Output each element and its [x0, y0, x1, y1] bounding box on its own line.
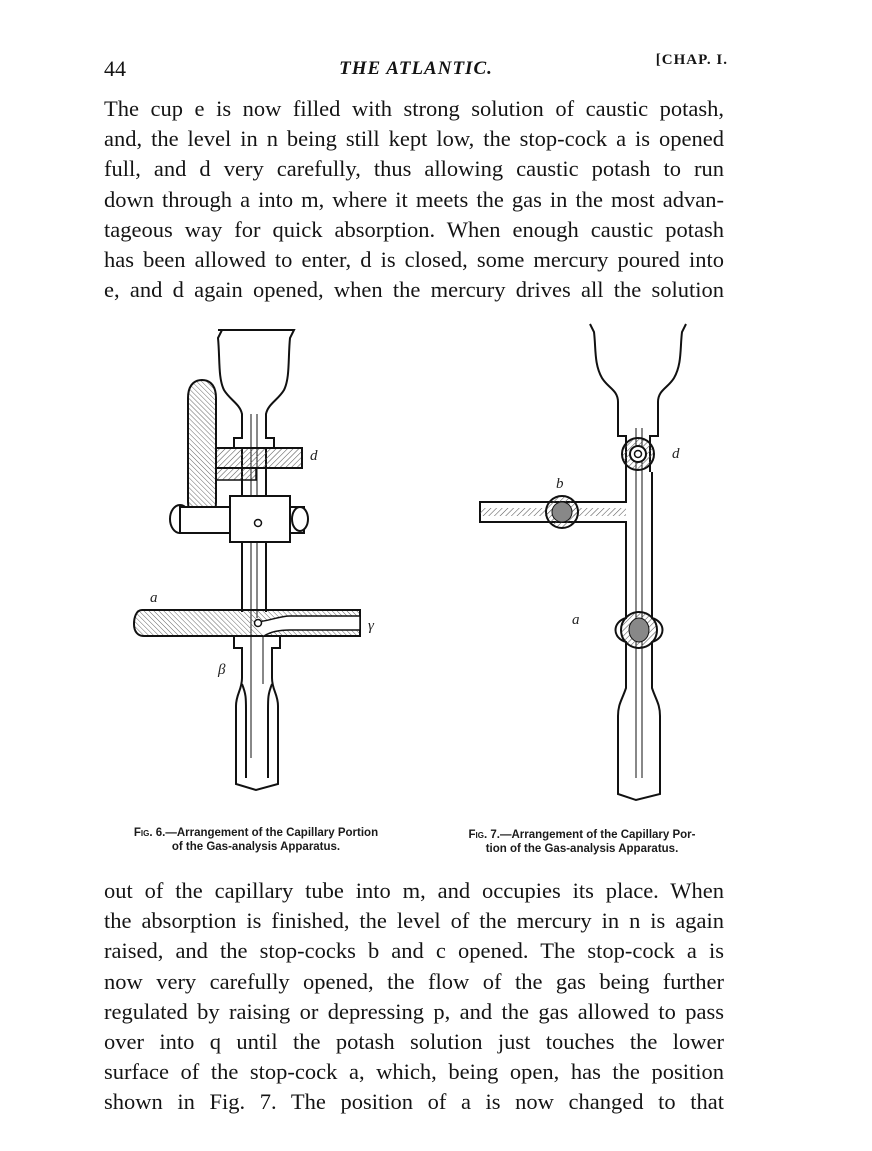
caption-line: —Arrangement of the Capillary Por-	[499, 829, 696, 841]
text-line: e, and d again opened, when the mercury drives all the solution	[104, 277, 724, 303]
running-title: THE ATLANTIC.	[339, 58, 493, 79]
label-a: a	[150, 590, 158, 606]
figure-7-caption	[436, 828, 728, 856]
page-number: 44	[104, 56, 126, 81]
caption-line: —Arrangement of the Capillary Portion	[165, 827, 379, 839]
text-line: the absorption is finished, the level of the mercury in n is again	[104, 908, 724, 934]
body-text-top	[104, 94, 724, 305]
text-line: and, the level in n being still kept low, the stop-cock a is opened	[104, 126, 724, 152]
caption-line: of the Gas-analysis Apparatus.	[171, 841, 341, 853]
caption-fig-label: Fig. 6.	[133, 827, 166, 839]
figure-7-drawing	[460, 318, 720, 810]
label-beta: β	[218, 662, 226, 678]
label-d: d	[310, 448, 318, 464]
text-line: over into q until the potash solution just touches the lower	[104, 1028, 724, 1054]
figure-6-drawing	[118, 318, 408, 810]
text-line: now very carefully opened, the flow of the gas being further	[104, 968, 724, 994]
caption-fig-label: Fig. 7.	[468, 829, 500, 841]
label-b: b	[556, 476, 564, 492]
text-line: tageous way for quick absorption. When enough caustic potash	[104, 216, 724, 242]
running-head	[104, 52, 728, 86]
label-gamma: γ	[368, 618, 374, 634]
text-line: surface of the stop-cock a, which, being open, has the position	[104, 1059, 724, 1085]
figure-6-caption	[100, 826, 412, 854]
label-a: a	[572, 612, 580, 628]
text-line: raised, and the stop-cocks b and c opened. The stop-cock a is	[104, 938, 724, 964]
text-line: shown in Fig. 7. The position of a is now changed to that	[104, 1089, 724, 1115]
text-line: regulated by raising or depressing p, and the gas allowed to pass	[104, 998, 724, 1024]
text-line: The cup e is now filled with strong solution of caustic potash,	[104, 96, 724, 121]
body-text-bottom	[104, 876, 724, 1118]
text-line: down through a into m, where it meets the gas in the most advan-	[104, 186, 724, 212]
label-d: d	[672, 446, 680, 462]
text-line: has been allowed to enter, d is closed, some mercury poured into	[104, 246, 724, 272]
text-line: out of the capillary tube into m, and occupies its place. When	[104, 878, 724, 903]
caption-line: tion of the Gas-analysis Apparatus.	[485, 843, 679, 855]
chapter-reference: [CHAP. I.	[655, 52, 728, 68]
text-line: full, and d very carefully, thus allowing caustic potash to run	[104, 156, 724, 182]
